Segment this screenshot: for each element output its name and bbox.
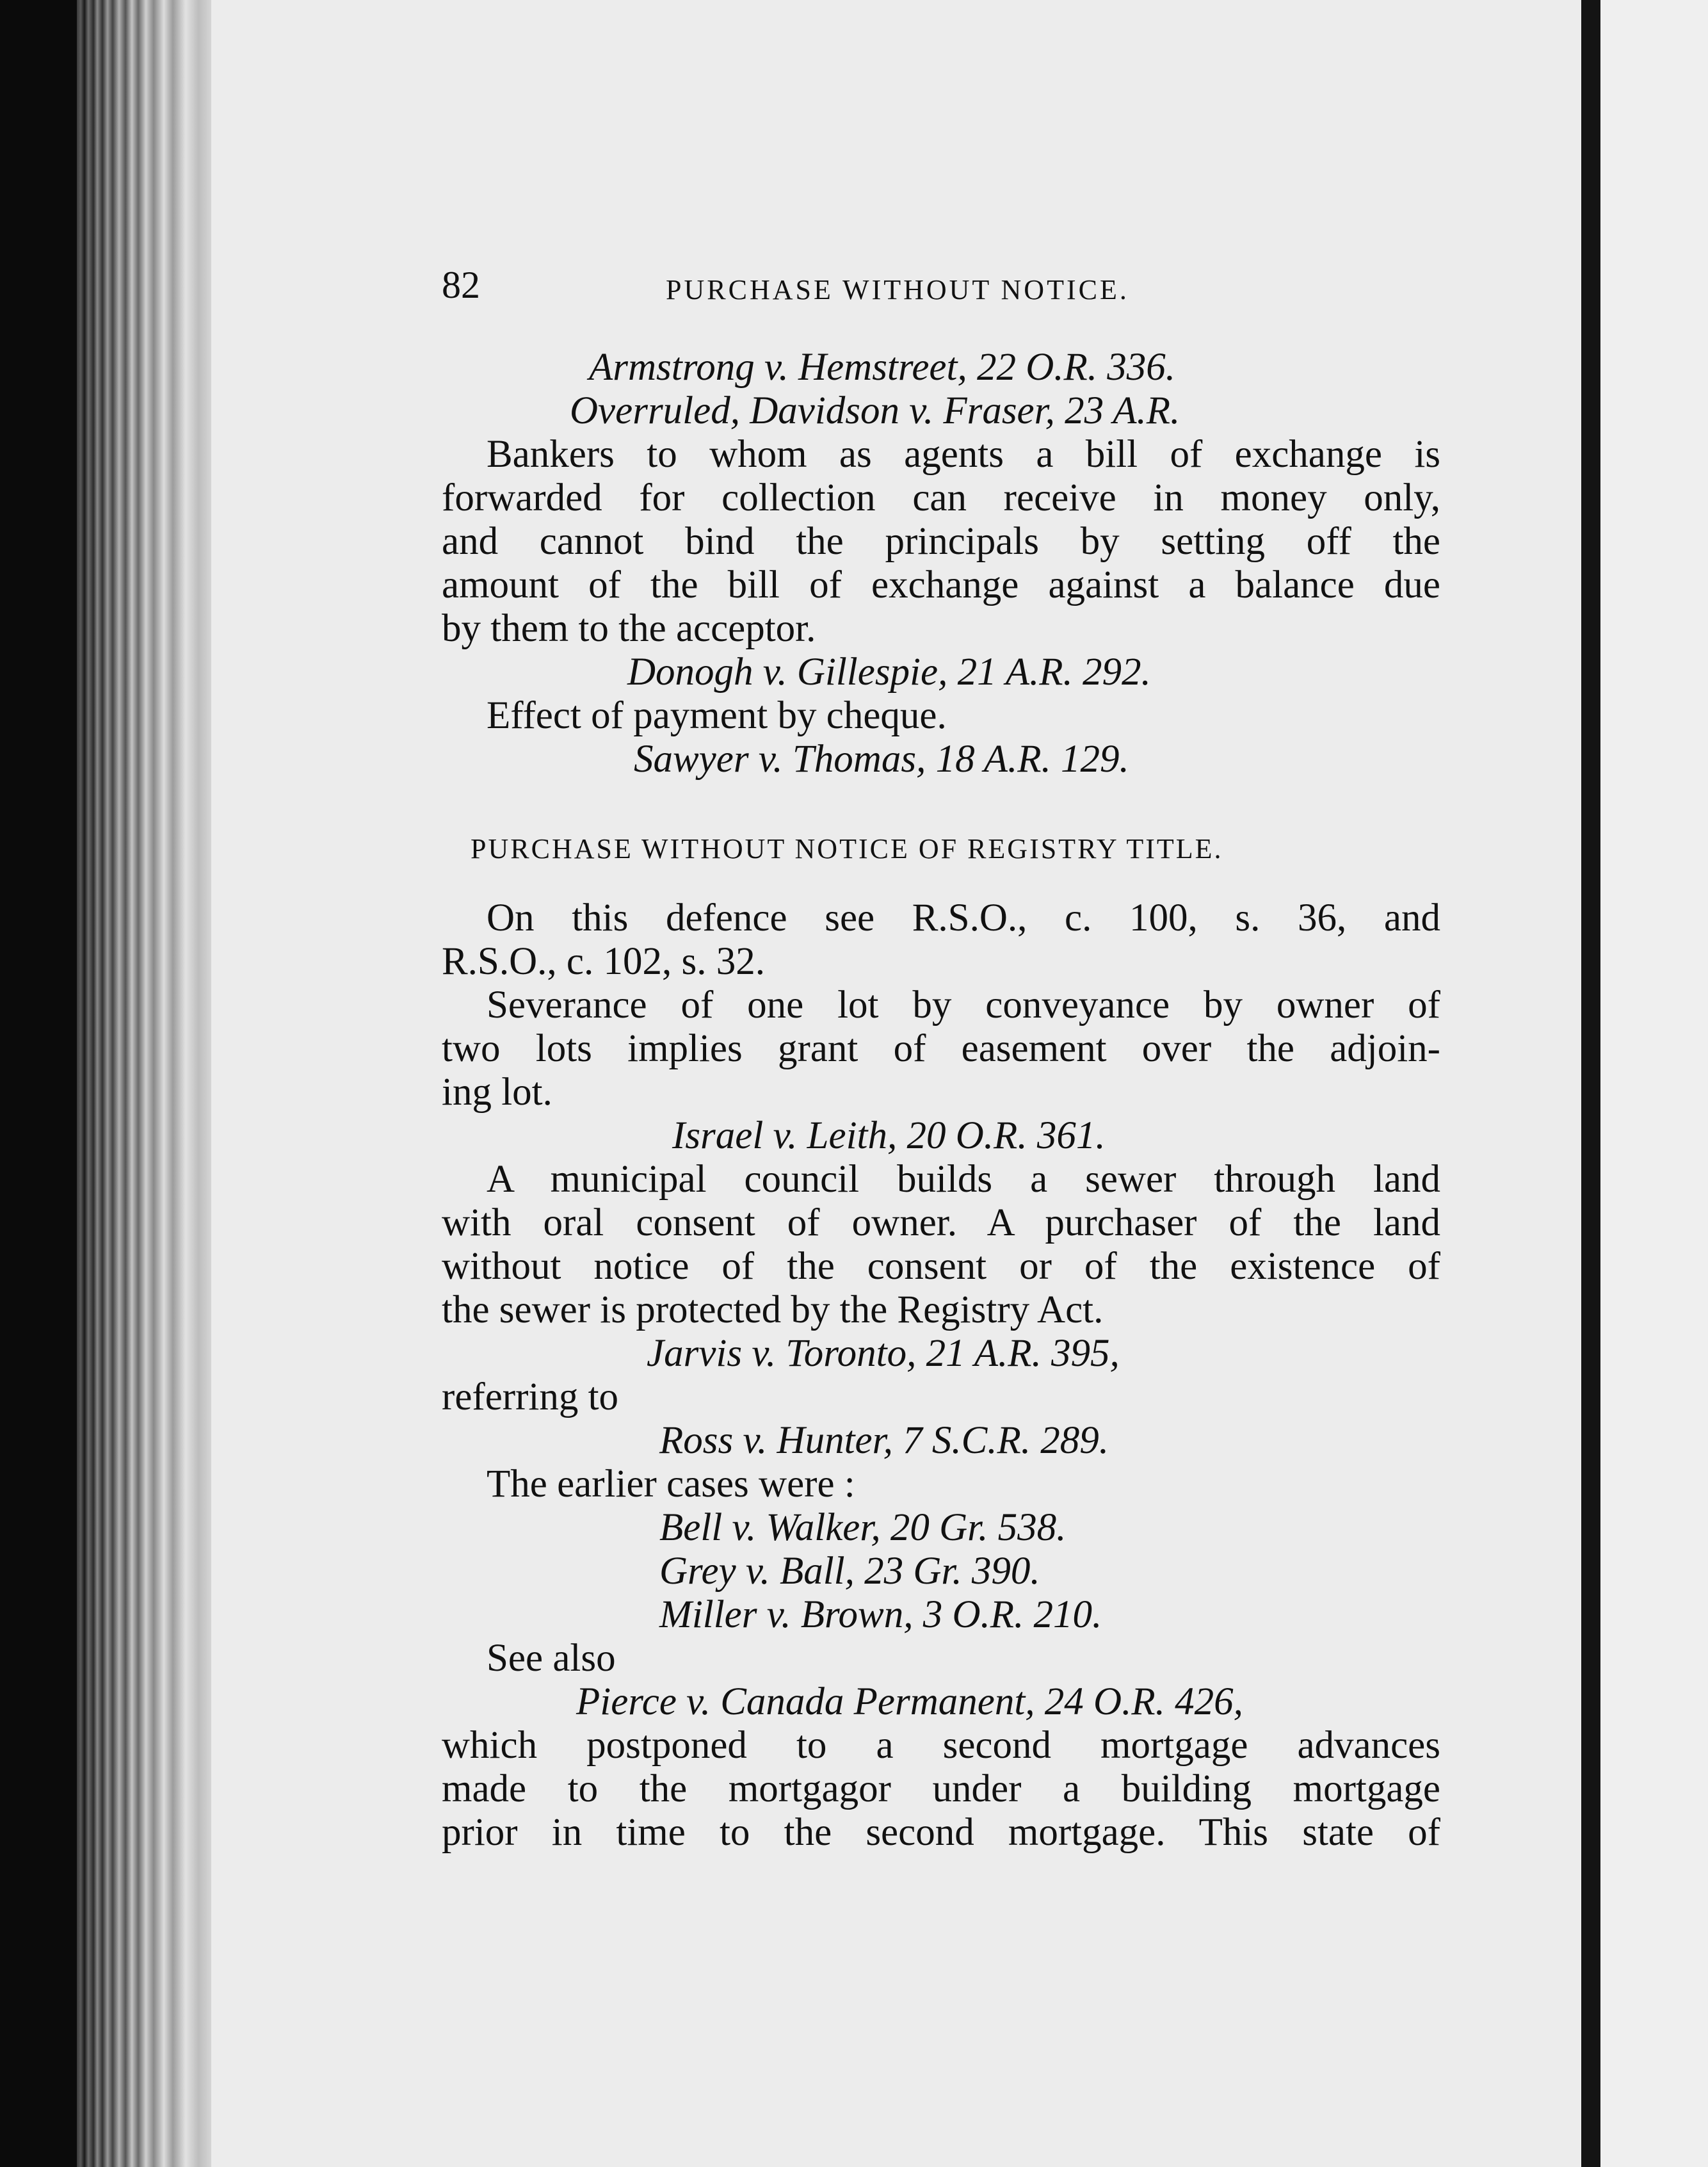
text-line: forwarded for collection can receive in money only, xyxy=(442,476,1440,519)
gutter-shadow xyxy=(1581,0,1600,2167)
text-line: referring to xyxy=(442,1376,619,1418)
case-citation: Sawyer v. Thomas, 18 A.R. 129. xyxy=(634,738,1129,781)
text-line: the sewer is protected by the Registry Act. xyxy=(442,1288,1104,1331)
text-line: A municipal council builds a sewer through land xyxy=(487,1158,1440,1201)
page-number: 82 xyxy=(442,264,480,306)
text-line: Effect of payment by cheque. xyxy=(487,694,947,737)
section-2-text xyxy=(442,897,1440,1855)
case-citation: Overruled, Davidson v. Fraser, 23 A.R. xyxy=(570,389,1180,432)
book-page-edges xyxy=(0,0,221,2167)
text-line: The earlier cases were : xyxy=(487,1463,855,1506)
case-citation: Jarvis v. Toronto, 21 A.R. 395, xyxy=(647,1332,1120,1375)
case-citation: Israel v. Leith, 20 O.R. 361. xyxy=(672,1114,1106,1157)
text-line: ing lot. xyxy=(442,1071,552,1114)
text-line: made to the mortgagor under a building mortgage xyxy=(442,1767,1440,1810)
section-1-text xyxy=(442,346,1440,781)
text-line: amount of the bill of exchange against a balance due xyxy=(442,564,1440,606)
facing-page xyxy=(1600,0,1708,2167)
case-citation: Miller v. Brown, 3 O.R. 210. xyxy=(659,1593,1102,1636)
text-line: and cannot bind the principals by setting off the xyxy=(442,520,1440,563)
text-line: See also xyxy=(487,1637,616,1680)
case-citation: Donogh v. Gillespie, 21 A.R. 292. xyxy=(627,651,1151,694)
text-line: Bankers to whom as agents a bill of exchange is xyxy=(487,433,1440,476)
text-line: without notice of the consent or of the existence of xyxy=(442,1245,1440,1288)
text-line: prior in time to the second mortgage. This state of xyxy=(442,1811,1440,1854)
text-line: with oral consent of owner. A purchaser of the land xyxy=(442,1201,1440,1244)
text-line: by them to the acceptor. xyxy=(442,607,816,650)
text-line: which postponed to a second mortgage advances xyxy=(442,1724,1440,1767)
case-citation: Bell v. Walker, 20 Gr. 538. xyxy=(659,1506,1067,1549)
case-citation: Ross v. Hunter, 7 S.C.R. 289. xyxy=(659,1419,1109,1462)
running-title: PURCHASE WITHOUT NOTICE. xyxy=(666,274,1129,305)
text-line: Severance of one lot by conveyance by owner of xyxy=(487,984,1440,1027)
case-citation: Pierce v. Canada Permanent, 24 O.R. 426, xyxy=(576,1680,1243,1723)
text-line: On this defence see R.S.O., c. 100, s. 36, and xyxy=(487,897,1440,939)
section-heading: PURCHASE WITHOUT NOTICE OF REGISTRY TITLE. xyxy=(471,833,1223,864)
case-citation: Armstrong v. Hemstreet, 22 O.R. 336. xyxy=(589,346,1176,389)
text-line: two lots implies grant of easement over the adjoin- xyxy=(442,1027,1440,1070)
text-line: R.S.O., c. 102, s. 32. xyxy=(442,940,765,983)
case-citation: Grey v. Ball, 23 Gr. 390. xyxy=(659,1550,1040,1593)
